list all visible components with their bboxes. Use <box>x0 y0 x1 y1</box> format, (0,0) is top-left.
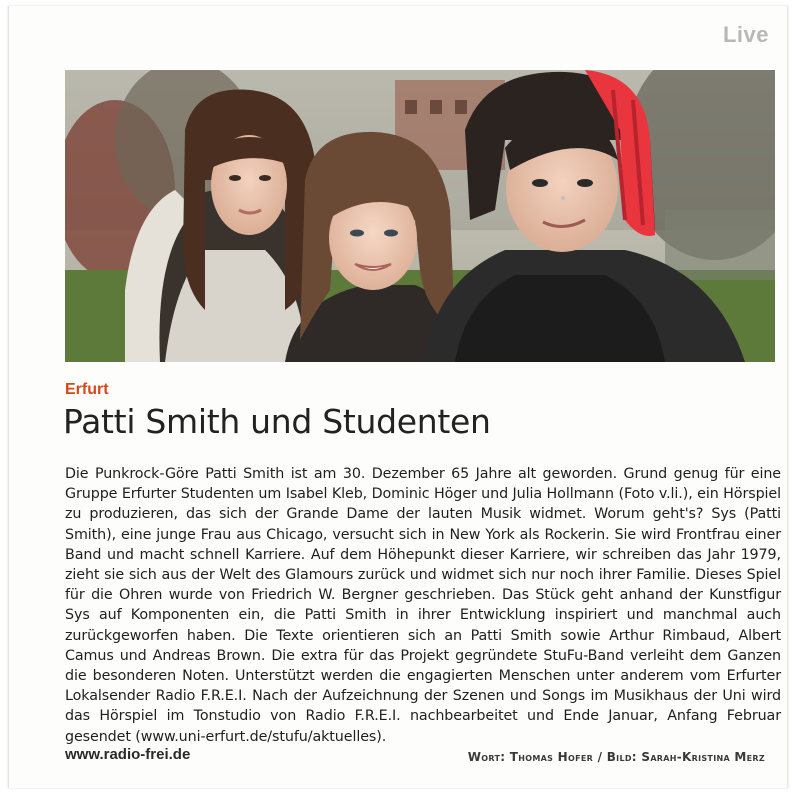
article-credit: Wort: Thomas Hofer / Bild: Sarah-Kristina Merz <box>467 750 765 764</box>
article-title: Patti Smith und Studenten <box>63 402 491 441</box>
photo-three-women <box>65 70 775 362</box>
article-kicker: Erfurt <box>65 381 109 398</box>
article-body: Die Punkrock-Göre Patti Smith ist am 30. Dezember 65 Jahre alt geworden. Grund genug für eine Gruppe Erfurter Studenten um Isabel Kleb, Dominic Höger und Julia Hollmann (Foto v.li.), ein Hörspiel zu produzieren, das sich der Grande Dame der lauten Musik widmet. Worum geht's? Sys (Patti Smith), eine junge Frau aus Chicago, versucht sich in New York als Rockerin. Sie wird Frontfrau einer Band und macht schnell Karriere. Auf dem Höhepunkt dieser Karriere, wir schreiben das Jahr 1979, zieht sie sich aus der Welt des Glamours zurück und widmet sich nur noch ihrer Familie. Dieses Spiel für die Ohren wurde von Friedrich W. Bergner geschrieben. Das Stück geht anhand der Kunstfigur Sys auf Komponenten ein, die Patti Smith in ihrer Entwicklung inspiriert und manchmal auch zurückgeworfen haben. Die Texte orientieren sich an Patti Smith sowie Arthur Rimbaud, Albert Camus und Andreas Brown. Die extra für das Projekt gegründete StuFu-Band verleiht dem Ganzen die besonderen Noten. Unterstützt werden die engagierten Menschen unter anderem vom Erfurter Lokalsender Radio F.R.E.I. Nach der Aufzeichnung der Szenen und Songs im Musikhaus der Uni wird das Hörspiel im Tonstudio von Radio F.R.E.I. nachbearbeitet und Ende Januar, Anfang Februar gesendet (www.uni-erfurt.de/stufu/aktuelles). <box>65 466 781 745</box>
article-photo <box>65 70 775 362</box>
section-label: Live <box>722 22 769 47</box>
magazine-page <box>8 6 788 788</box>
article-url[interactable]: www.radio-frei.de <box>65 746 191 763</box>
